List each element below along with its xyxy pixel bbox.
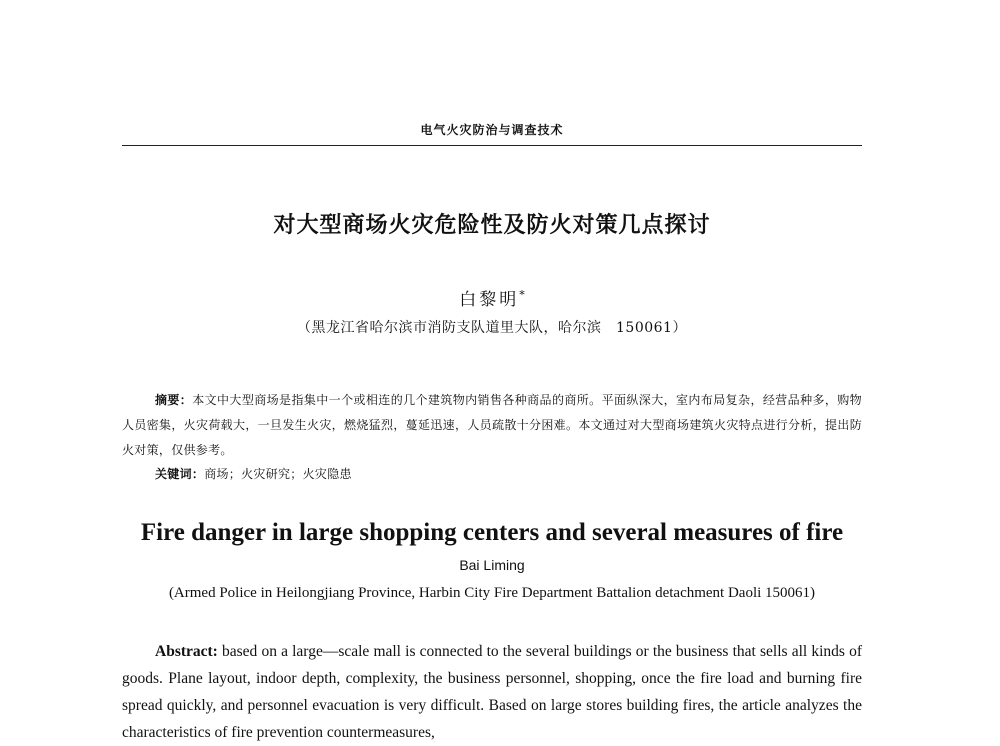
author-footnote-mark: * [519,288,525,302]
english-abstract-text: based on a large—scale mall is connected to the several buildings or the business that sells all kinds of goods. Plane layout, indoor depth, complexity, the business personnel, shopping, once the fire load and burning fire spread quickly, and personnel evacuation is very difficult. Based on large stores building fires, the article analyzes the characteristics of fire prevention countermeasures, [122,643,863,741]
chinese-abstract-text: 本文中大型商场是指集中一个或相连的几个建筑物内销售各种商品的商所。平面纵深大，室内布局复杂，经营品种多，购物人员密集，火灾荷载大，一旦发生火灾，燃烧猛烈，蔓延迅速，人员疏散十分困难。本文通过对大型商场建筑火灾特点进行分析，提出防火对策，仅供参考。 [122,393,862,457]
english-abstract-label: Abstract: [155,643,218,660]
chinese-keywords-label: 关键词： [155,467,205,481]
chinese-author [122,285,862,310]
chinese-abstract-label: 摘要： [155,393,193,407]
header-rule [122,145,862,146]
english-abstract [122,638,862,746]
chinese-abstract [122,388,862,463]
chinese-title: 对大型商场火灾危险性及防火对策几点探讨 [273,213,711,238]
english-title: Fire danger in large shopping centers and several measures of fire [140,519,844,546]
chinese-keywords [155,465,352,482]
chinese-author-name: 白黎明 [459,290,520,310]
chinese-affiliation: （黑龙江省哈尔滨市消防支队道里大队，哈尔滨 150061） [297,320,687,336]
chinese-keywords-text: 商场；火灾研究；火灾隐患 [204,467,352,481]
english-affiliation: (Armed Police in Heilongjiang Province, Harbin City Fire Department Battalion detachment Daoli 150061) [168,585,816,601]
english-author: Bai Liming [459,557,525,573]
running-header: 电气火灾防治与调查技术 [420,123,564,137]
